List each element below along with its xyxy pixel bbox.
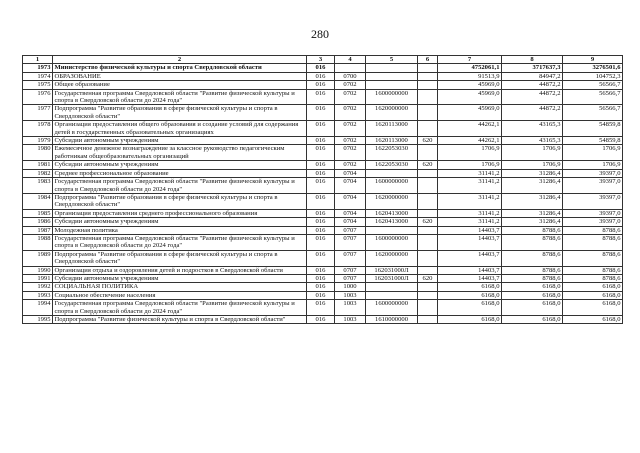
target-article-cell — [366, 72, 418, 80]
amount-year1-cell: 31141,2 — [438, 218, 502, 226]
section-code-cell: 0702 — [335, 121, 366, 137]
table-row — [23, 137, 623, 145]
header-cell: 9 — [563, 56, 623, 64]
expense-type-cell — [418, 72, 438, 80]
ministry-code-cell: 016 — [307, 291, 335, 299]
expense-type-cell — [418, 300, 438, 316]
header-cell: 1 — [23, 56, 53, 64]
table-row — [23, 209, 623, 217]
table-row — [23, 266, 623, 274]
section-code-cell: 0707 — [335, 234, 366, 250]
amount-year2-cell: 8788,6 — [502, 226, 563, 234]
ministry-code-cell: 016 — [307, 209, 335, 217]
row-number-cell: 1986 — [23, 218, 53, 226]
row-number-cell: 1976 — [23, 89, 53, 105]
ministry-code-cell: 016 — [307, 274, 335, 282]
row-name-cell: Организация отдыха и оздоровления детей и подростков в Свердловской области — [53, 266, 307, 274]
table-row — [23, 250, 623, 266]
ministry-code-cell: 016 — [307, 193, 335, 209]
amount-year3-cell: 39397,0 — [563, 218, 623, 226]
section-code-cell: 0702 — [335, 81, 366, 89]
expense-type-cell — [418, 89, 438, 105]
amount-year1-cell: 45969,0 — [438, 89, 502, 105]
section-code-cell: 0704 — [335, 178, 366, 194]
target-article-cell: 1620413000 — [366, 218, 418, 226]
ministry-code-cell: 016 — [307, 81, 335, 89]
ministry-code-cell: 016 — [307, 137, 335, 145]
expense-type-cell — [418, 105, 438, 121]
amount-year2-cell: 43165,3 — [502, 137, 563, 145]
header-cell: 8 — [502, 56, 563, 64]
amount-year3-cell: 54859,8 — [563, 137, 623, 145]
amount-year2-cell: 8788,6 — [502, 274, 563, 282]
table-row — [23, 178, 623, 194]
section-code-cell: 0707 — [335, 274, 366, 282]
amount-year3-cell: 6168,0 — [563, 283, 623, 291]
table-row — [23, 145, 623, 161]
expense-type-cell — [418, 121, 438, 137]
row-number-cell: 1993 — [23, 291, 53, 299]
row-number-cell: 1982 — [23, 169, 53, 177]
section-code-cell: 0704 — [335, 169, 366, 177]
amount-year2-cell: 8788,6 — [502, 266, 563, 274]
section-code-cell: 1003 — [335, 316, 366, 324]
row-name-cell: Молодежная политика — [53, 226, 307, 234]
section-code-cell: 0704 — [335, 193, 366, 209]
section-code-cell: 0702 — [335, 137, 366, 145]
section-code-cell: 0702 — [335, 89, 366, 105]
ministry-code-cell: 016 — [307, 89, 335, 105]
target-article-cell: 1620113000 — [366, 137, 418, 145]
header-cell: 4 — [335, 56, 366, 64]
expense-type-cell — [418, 283, 438, 291]
section-code-cell: 1000 — [335, 283, 366, 291]
row-name-cell: Государственная программа Свердловской области "Развитие физической культуры и спорта в Свердловской области до 2024 года" — [53, 300, 307, 316]
ministry-code-cell: 016 — [307, 226, 335, 234]
amount-year3-cell: 8788,6 — [563, 226, 623, 234]
row-number-cell: 1973 — [23, 64, 53, 72]
amount-year3-cell: 8788,6 — [563, 250, 623, 266]
expense-type-cell — [418, 234, 438, 250]
row-number-cell: 1989 — [23, 250, 53, 266]
amount-year1-cell: 6168,0 — [438, 291, 502, 299]
section-code-cell: 0704 — [335, 218, 366, 226]
expense-type-cell — [418, 145, 438, 161]
section-code-cell: 0707 — [335, 266, 366, 274]
amount-year3-cell: 56566,7 — [563, 89, 623, 105]
ministry-code-cell: 016 — [307, 250, 335, 266]
amount-year1-cell: 14403,7 — [438, 250, 502, 266]
target-article-cell — [366, 291, 418, 299]
target-article-cell: 1620000000 — [366, 250, 418, 266]
ministry-code-cell: 016 — [307, 169, 335, 177]
amount-year3-cell: 1706,9 — [563, 161, 623, 169]
amount-year1-cell: 1706,9 — [438, 161, 502, 169]
table-row — [23, 64, 623, 72]
amount-year1-cell: 31141,2 — [438, 169, 502, 177]
expense-type-cell — [418, 291, 438, 299]
amount-year1-cell: 91513,9 — [438, 72, 502, 80]
section-code-cell: 0707 — [335, 250, 366, 266]
expense-type-cell — [418, 209, 438, 217]
amount-year1-cell: 14403,7 — [438, 226, 502, 234]
row-number-cell: 1975 — [23, 81, 53, 89]
amount-year1-cell: 6168,0 — [438, 283, 502, 291]
target-article-cell — [366, 169, 418, 177]
target-article-cell: 1620000000 — [366, 105, 418, 121]
row-name-cell: Государственная программа Свердловской области "Развитие физической культуры и спорта в Свердловской области до 2024 года" — [53, 234, 307, 250]
amount-year2-cell: 44872,2 — [502, 89, 563, 105]
amount-year3-cell: 104752,3 — [563, 72, 623, 80]
row-name-cell: Подпрограмма "Развитие физической культуры и спорта в Свердловской области" — [53, 316, 307, 324]
row-name-cell: Общее образование — [53, 81, 307, 89]
amount-year2-cell: 1706,9 — [502, 145, 563, 161]
target-article-cell: 1600000000 — [366, 300, 418, 316]
amount-year1-cell: 14403,7 — [438, 266, 502, 274]
amount-year1-cell: 44262,1 — [438, 121, 502, 137]
table-row — [23, 283, 623, 291]
page-number: 280 — [311, 27, 329, 41]
amount-year2-cell: 44872,2 — [502, 105, 563, 121]
target-article-cell: 1620000000 — [366, 193, 418, 209]
target-article-cell: 162031000Л — [366, 274, 418, 282]
row-name-cell: Подпрограмма "Развитие образования в сфере физической культуры и спорта в Свердловской области" — [53, 105, 307, 121]
amount-year1-cell: 14403,7 — [438, 234, 502, 250]
section-code-cell: 0702 — [335, 105, 366, 121]
expense-type-cell — [418, 178, 438, 194]
row-number-cell: 1980 — [23, 145, 53, 161]
amount-year3-cell: 6168,0 — [563, 316, 623, 324]
row-number-cell: 1981 — [23, 161, 53, 169]
amount-year2-cell: 1706,9 — [502, 161, 563, 169]
target-article-cell: 1600000000 — [366, 234, 418, 250]
row-name-cell: Среднее профессиональное образование — [53, 169, 307, 177]
amount-year1-cell: 4752061,1 — [438, 64, 502, 72]
row-name-cell: Подпрограмма "Развитие образования в сфере физической культуры и спорта в Свердловской области" — [53, 193, 307, 209]
amount-year1-cell: 14403,7 — [438, 274, 502, 282]
amount-year2-cell: 6168,0 — [502, 300, 563, 316]
amount-year1-cell: 45969,0 — [438, 81, 502, 89]
row-number-cell: 1974 — [23, 72, 53, 80]
ministry-code-cell: 016 — [307, 64, 335, 72]
row-number-cell: 1990 — [23, 266, 53, 274]
row-number-cell: 1995 — [23, 316, 53, 324]
amount-year3-cell: 39397,0 — [563, 169, 623, 177]
target-article-cell — [366, 283, 418, 291]
amount-year2-cell: 31286,4 — [502, 193, 563, 209]
table-row — [23, 105, 623, 121]
ministry-code-cell: 016 — [307, 283, 335, 291]
row-number-cell: 1992 — [23, 283, 53, 291]
expense-type-cell — [418, 64, 438, 72]
table-row — [23, 161, 623, 169]
row-name-cell: ОБРАЗОВАНИЕ — [53, 72, 307, 80]
row-name-cell: Субсидии автономным учреждениям — [53, 218, 307, 226]
row-number-cell: 1985 — [23, 209, 53, 217]
target-article-cell: 1610000000 — [366, 316, 418, 324]
table-row — [23, 169, 623, 177]
amount-year1-cell: 6168,0 — [438, 316, 502, 324]
amount-year3-cell: 39397,0 — [563, 178, 623, 194]
row-number-cell: 1991 — [23, 274, 53, 282]
amount-year1-cell: 44262,1 — [438, 137, 502, 145]
target-article-cell: 1620113000 — [366, 121, 418, 137]
table-row — [23, 89, 623, 105]
section-code-cell: 0707 — [335, 226, 366, 234]
row-number-cell: 1983 — [23, 178, 53, 194]
section-code-cell: 1003 — [335, 291, 366, 299]
expense-type-cell — [418, 193, 438, 209]
target-article-cell: 1620413000 — [366, 209, 418, 217]
amount-year1-cell: 31141,2 — [438, 209, 502, 217]
amount-year1-cell: 45969,0 — [438, 105, 502, 121]
target-article-cell — [366, 81, 418, 89]
amount-year2-cell: 6168,0 — [502, 316, 563, 324]
row-name-cell: Организация предоставления общего образования и создание условий для содержания детей в государственных образовательных организациях — [53, 121, 307, 137]
target-article-cell: 1600000000 — [366, 89, 418, 105]
table-header-row — [23, 56, 623, 64]
table-row — [23, 72, 623, 80]
target-article-cell: 1622053030 — [366, 161, 418, 169]
amount-year2-cell: 3717637,3 — [502, 64, 563, 72]
section-code-cell: 0704 — [335, 209, 366, 217]
row-name-cell: Государственная программа Свердловской области "Развитие физической культуры и спорта в Свердловской области до 2024 года" — [53, 178, 307, 194]
amount-year1-cell: 31141,2 — [438, 178, 502, 194]
expense-type-cell: 620 — [418, 218, 438, 226]
table-row — [23, 274, 623, 282]
expense-type-cell — [418, 169, 438, 177]
row-name-cell: Подпрограмма "Развитие образования в сфере физической культуры и спорта в Свердловской области" — [53, 250, 307, 266]
amount-year1-cell: 6168,0 — [438, 300, 502, 316]
header-cell: 5 — [366, 56, 418, 64]
ministry-code-cell: 016 — [307, 145, 335, 161]
table-row — [23, 316, 623, 324]
row-number-cell: 1979 — [23, 137, 53, 145]
amount-year3-cell: 39397,0 — [563, 193, 623, 209]
row-name-cell: Организация предоставления среднего профессионального образования — [53, 209, 307, 217]
row-name-cell: Социальное обеспечение населения — [53, 291, 307, 299]
amount-year2-cell: 31286,4 — [502, 169, 563, 177]
row-number-cell: 1978 — [23, 121, 53, 137]
table-row — [23, 300, 623, 316]
expense-type-cell: 620 — [418, 274, 438, 282]
section-code-cell: 0702 — [335, 145, 366, 161]
row-number-cell: 1988 — [23, 234, 53, 250]
amount-year2-cell: 84947,2 — [502, 72, 563, 80]
row-name-cell: Субсидии автономным учреждениям — [53, 274, 307, 282]
amount-year3-cell: 8788,6 — [563, 274, 623, 282]
target-article-cell: 1600000000 — [366, 178, 418, 194]
row-number-cell: 1994 — [23, 300, 53, 316]
header-cell: 2 — [53, 56, 307, 64]
ministry-code-cell: 016 — [307, 72, 335, 80]
ministry-code-cell: 016 — [307, 178, 335, 194]
header-cell: 3 — [307, 56, 335, 64]
section-code-cell — [335, 64, 366, 72]
amount-year3-cell: 8788,6 — [563, 266, 623, 274]
budget-table — [22, 55, 623, 324]
amount-year1-cell: 31141,2 — [438, 193, 502, 209]
amount-year1-cell: 1706,9 — [438, 145, 502, 161]
section-code-cell: 0700 — [335, 72, 366, 80]
table-row — [23, 226, 623, 234]
ministry-code-cell: 016 — [307, 105, 335, 121]
amount-year2-cell: 31286,4 — [502, 218, 563, 226]
row-number-cell: 1984 — [23, 193, 53, 209]
amount-year3-cell: 39397,0 — [563, 209, 623, 217]
amount-year3-cell: 6168,0 — [563, 300, 623, 316]
target-article-cell — [366, 64, 418, 72]
amount-year2-cell: 31286,4 — [502, 209, 563, 217]
amount-year2-cell: 44872,2 — [502, 81, 563, 89]
table-body — [23, 64, 623, 324]
row-name-cell: Субсидии автономным учреждениям — [53, 137, 307, 145]
amount-year2-cell: 43165,3 — [502, 121, 563, 137]
row-name-cell: Министерство физической культуры и спорта Свердловской области — [53, 64, 307, 72]
table-row — [23, 291, 623, 299]
ministry-code-cell: 016 — [307, 300, 335, 316]
row-name-cell: Государственная программа Свердловской области "Развитие физической культуры и спорта в Свердловской области до 2024 года" — [53, 89, 307, 105]
row-number-cell: 1987 — [23, 226, 53, 234]
row-name-cell: СОЦИАЛЬНАЯ ПОЛИТИКА — [53, 283, 307, 291]
amount-year3-cell: 56566,7 — [563, 81, 623, 89]
expense-type-cell: 620 — [418, 137, 438, 145]
ministry-code-cell: 016 — [307, 121, 335, 137]
amount-year2-cell: 6168,0 — [502, 283, 563, 291]
section-code-cell: 1003 — [335, 300, 366, 316]
ministry-code-cell: 016 — [307, 218, 335, 226]
expense-type-cell — [418, 81, 438, 89]
header-cell: 6 — [418, 56, 438, 64]
section-code-cell: 0702 — [335, 161, 366, 169]
expense-type-cell — [418, 316, 438, 324]
amount-year3-cell: 3276501,6 — [563, 64, 623, 72]
amount-year2-cell: 8788,6 — [502, 250, 563, 266]
expense-type-cell — [418, 266, 438, 274]
row-name-cell: Ежемесячное денежное вознаграждение за классное руководство педагогическим работникам общеобразовательных организаций — [53, 145, 307, 161]
table-row — [23, 218, 623, 226]
ministry-code-cell: 016 — [307, 316, 335, 324]
target-article-cell: 162031000Л — [366, 266, 418, 274]
amount-year3-cell: 56566,7 — [563, 105, 623, 121]
ministry-code-cell: 016 — [307, 266, 335, 274]
amount-year2-cell: 8788,6 — [502, 234, 563, 250]
amount-year3-cell: 1706,9 — [563, 145, 623, 161]
amount-year2-cell: 6168,0 — [502, 291, 563, 299]
ministry-code-cell: 016 — [307, 161, 335, 169]
expense-type-cell — [418, 250, 438, 266]
table-row — [23, 121, 623, 137]
amount-year3-cell: 54859,8 — [563, 121, 623, 137]
amount-year2-cell: 31286,4 — [502, 178, 563, 194]
ministry-code-cell: 016 — [307, 234, 335, 250]
target-article-cell — [366, 226, 418, 234]
target-article-cell: 1622053030 — [366, 145, 418, 161]
table-row — [23, 193, 623, 209]
expense-type-cell — [418, 226, 438, 234]
expense-type-cell: 620 — [418, 161, 438, 169]
row-number-cell: 1977 — [23, 105, 53, 121]
row-name-cell: Субсидии автономным учреждениям — [53, 161, 307, 169]
amount-year3-cell: 6168,0 — [563, 291, 623, 299]
header-cell: 7 — [438, 56, 502, 64]
amount-year3-cell: 8788,6 — [563, 234, 623, 250]
table-row — [23, 234, 623, 250]
table-row — [23, 81, 623, 89]
